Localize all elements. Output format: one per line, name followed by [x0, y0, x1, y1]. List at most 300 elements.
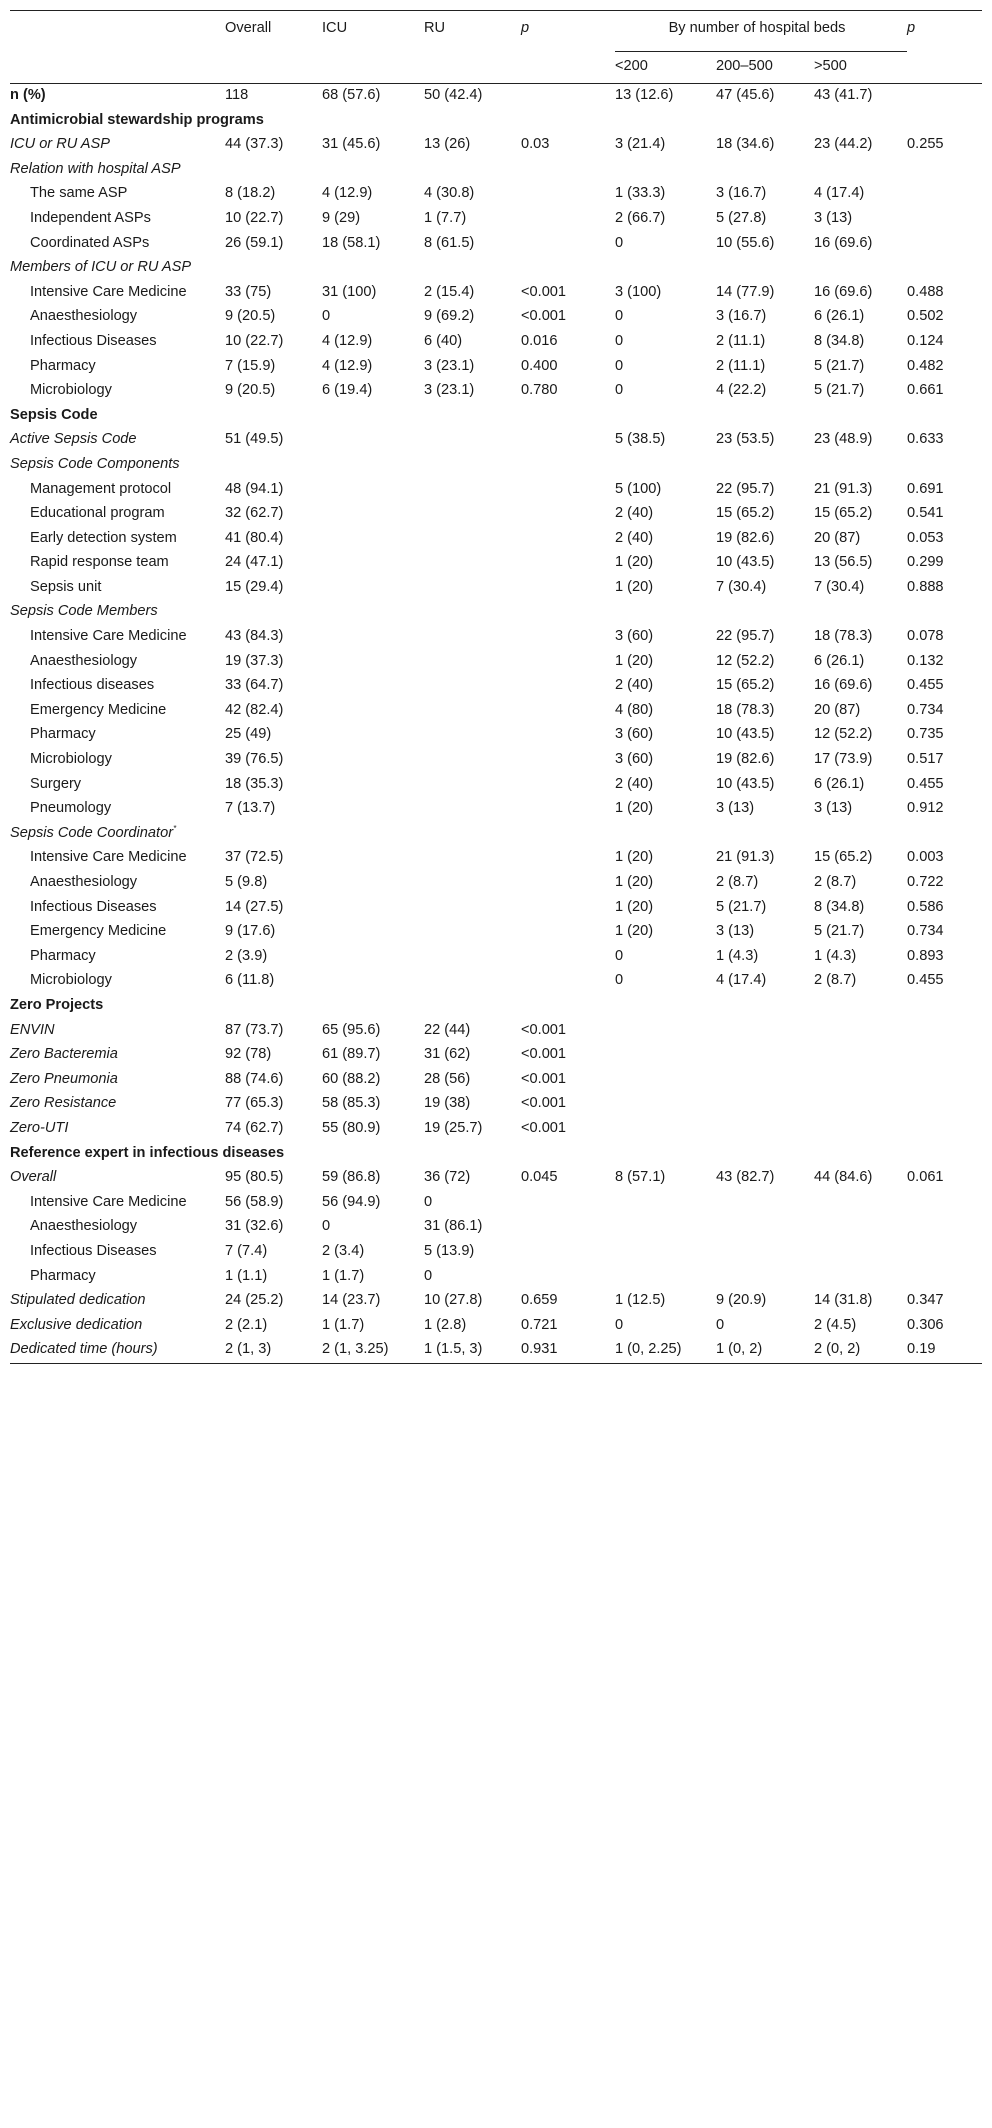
cell-col-8 — [907, 1265, 982, 1290]
table-row — [10, 1117, 982, 1142]
row-label — [10, 158, 982, 183]
row-label — [10, 330, 225, 355]
table-container — [10, 10, 982, 1364]
cell-col-6 — [716, 1019, 814, 1044]
cell-col-3: 4 (30.8) — [424, 185, 475, 202]
cell-col-4 — [521, 945, 615, 970]
cell-col-8: 0.661 — [907, 382, 944, 399]
cell-col-6 — [716, 1117, 814, 1142]
cell-col-5: 5 (38.5) — [615, 431, 666, 448]
cell-col-3: 19 (38) — [424, 1095, 471, 1112]
cell-col-1: 5 (9.8) — [225, 874, 268, 890]
row-label-text: Anaesthesiology — [30, 1218, 138, 1235]
cell-col-5: 3 (60) — [615, 628, 654, 645]
cell-col-4 — [521, 625, 615, 650]
row-label — [10, 748, 225, 773]
cell-col-3: 1 (2.8) — [424, 1316, 467, 1333]
table-row — [10, 379, 982, 404]
cell-col-1: 10 (22.7) — [225, 209, 284, 226]
cell-col-8 — [907, 1240, 982, 1265]
row-label — [10, 969, 225, 994]
cell-col-4 — [521, 551, 615, 576]
cell-col-4: <0.001 — [521, 1095, 567, 1112]
cell-col-8 — [907, 1117, 982, 1142]
cell-col-1: 37 (72.5) — [225, 849, 284, 866]
row-label-text: Microbiology — [30, 972, 112, 989]
header-beds-group: By number of hospital beds — [615, 11, 907, 52]
row-label-text: Zero-UTI — [10, 1119, 69, 1136]
cell-col-7: 6 (26.1) — [814, 775, 865, 792]
row-label — [10, 699, 225, 724]
cell-col-4: <0.001 — [521, 1046, 567, 1063]
row-label-text: n (%) — [10, 87, 46, 103]
cell-col-3: 10 (27.8) — [424, 1292, 483, 1309]
cell-col-6 — [716, 1191, 814, 1216]
header-beds-200-500: 200–500 — [716, 52, 814, 84]
cell-col-1: 10 (22.7) — [225, 332, 284, 349]
table-row — [10, 920, 982, 945]
row-label-text: Pharmacy — [30, 1267, 96, 1284]
row-label-text: Management protocol — [30, 480, 172, 497]
cell-col-6: 47 (45.6) — [716, 87, 775, 103]
cell-col-6: 3 (13) — [716, 800, 755, 817]
row-label — [10, 1191, 225, 1216]
row-label — [10, 256, 982, 281]
cell-col-6: 43 (82.7) — [716, 1169, 775, 1186]
cell-col-3 — [424, 748, 521, 773]
cell-col-8 — [907, 1215, 982, 1240]
cell-col-1: 6 (11.8) — [225, 972, 275, 989]
cell-col-2 — [322, 896, 424, 921]
row-label-text: Zero Bacteremia — [10, 1046, 118, 1063]
cell-col-5: 1 (12.5) — [615, 1292, 666, 1309]
cell-col-6: 10 (55.6) — [716, 234, 775, 251]
cell-col-1: 9 (20.5) — [225, 308, 276, 325]
cell-col-3 — [424, 428, 521, 453]
cell-col-2 — [322, 650, 424, 675]
cell-col-1: 32 (62.7) — [225, 505, 284, 522]
cell-col-2: 4 (12.9) — [322, 185, 373, 202]
cell-col-5: 1 (33.3) — [615, 185, 666, 202]
table-row — [10, 625, 982, 650]
cell-col-2 — [322, 846, 424, 871]
cell-col-2 — [322, 797, 424, 822]
cell-col-6: 21 (91.3) — [716, 849, 775, 866]
table-row — [10, 969, 982, 994]
cell-col-3: 36 (72) — [424, 1169, 471, 1186]
table-row — [10, 650, 982, 675]
cell-col-6: 5 (21.7) — [716, 898, 767, 915]
cell-col-3: 28 (56) — [424, 1070, 471, 1087]
cell-col-5: 0 — [615, 234, 624, 251]
cell-col-5: 3 (21.4) — [615, 136, 666, 153]
row-label-text: Sepsis Code — [10, 406, 98, 423]
cell-col-7: 8 (34.8) — [814, 332, 865, 349]
cell-col-2 — [322, 625, 424, 650]
cell-col-2: 55 (80.9) — [322, 1119, 381, 1136]
cell-col-8: 0.455 — [907, 775, 944, 792]
cell-col-6: 19 (82.6) — [716, 751, 775, 768]
cell-col-4 — [521, 232, 615, 257]
row-label — [10, 478, 225, 503]
cell-col-5: 1 (20) — [615, 554, 654, 571]
cell-col-2 — [322, 674, 424, 699]
cell-col-4 — [521, 576, 615, 601]
row-label — [10, 527, 225, 552]
cell-col-8: 0.541 — [907, 505, 944, 522]
row-label-text: Sepsis Code Members — [10, 603, 158, 620]
cell-col-3: 5 (13.9) — [424, 1242, 475, 1259]
table-row — [10, 1314, 982, 1339]
header-overall: Overall — [225, 11, 322, 84]
cell-col-2 — [322, 699, 424, 724]
cell-col-6 — [716, 1240, 814, 1265]
cell-col-3: 22 (44) — [424, 1021, 471, 1038]
row-label — [10, 846, 225, 871]
row-label-text: Intensive Care Medicine — [30, 849, 187, 866]
cell-col-6: 12 (52.2) — [716, 652, 775, 669]
cell-col-4 — [521, 502, 615, 527]
header-p: p — [521, 11, 615, 84]
cell-col-4 — [521, 969, 615, 994]
cell-col-4: 0.016 — [521, 332, 558, 349]
cell-col-4 — [521, 428, 615, 453]
cell-col-3: 3 (23.1) — [424, 382, 475, 399]
row-label-text: Overall — [10, 1169, 57, 1186]
row-label-text: Reference expert in infectious diseases — [10, 1144, 285, 1161]
table-row — [10, 1338, 982, 1363]
cell-col-2: 14 (23.7) — [322, 1292, 381, 1309]
cell-col-2: 60 (88.2) — [322, 1070, 381, 1087]
row-label-text: Intensive Care Medicine — [30, 1193, 187, 1210]
cell-col-4: 0.780 — [521, 382, 558, 399]
table-row — [10, 723, 982, 748]
cell-col-7: 3 (13) — [814, 800, 853, 817]
cell-col-4 — [521, 84, 615, 109]
cell-col-7: 13 (56.5) — [814, 554, 873, 571]
cell-col-8 — [907, 232, 982, 257]
row-label — [10, 576, 225, 601]
table-row — [10, 1166, 982, 1191]
cell-col-4: <0.001 — [521, 1021, 567, 1038]
cell-col-2 — [322, 920, 424, 945]
cell-col-7: 5 (21.7) — [814, 357, 865, 374]
row-label — [10, 1019, 225, 1044]
cell-col-2 — [322, 773, 424, 798]
cell-col-4: 0.721 — [521, 1316, 558, 1333]
cell-col-6: 0 — [716, 1316, 725, 1333]
table-row — [10, 1240, 982, 1265]
cell-col-6: 7 (30.4) — [716, 578, 767, 595]
row-label-text: Surgery — [30, 775, 82, 792]
cell-col-4 — [521, 674, 615, 699]
row-label — [10, 355, 225, 380]
table-row — [10, 207, 982, 232]
results-table — [10, 10, 982, 1364]
row-label — [10, 920, 225, 945]
cell-col-7: 15 (65.2) — [814, 505, 873, 522]
table-row — [10, 182, 982, 207]
table-row — [10, 281, 982, 306]
cell-col-2 — [322, 723, 424, 748]
row-label — [10, 896, 225, 921]
row-label-text: Anaesthesiology — [30, 652, 138, 669]
table-row — [10, 674, 982, 699]
cell-col-1: 87 (73.7) — [225, 1021, 284, 1038]
cell-col-8: 0.517 — [907, 751, 944, 768]
subsection-row — [10, 822, 982, 847]
cell-col-6: 22 (95.7) — [716, 480, 775, 497]
cell-col-2: 2 (3.4) — [322, 1242, 365, 1259]
cell-col-6: 19 (82.6) — [716, 529, 775, 546]
row-label — [10, 871, 225, 896]
cell-col-8 — [907, 1068, 982, 1093]
cell-col-3 — [424, 945, 521, 970]
row-label-text: Infectious diseases — [30, 677, 155, 694]
cell-col-7: 16 (69.6) — [814, 234, 873, 251]
row-label — [10, 207, 225, 232]
cell-col-6: 2 (11.1) — [716, 357, 766, 374]
cell-col-1: 7 (13.7) — [225, 800, 276, 817]
table-row — [10, 133, 982, 158]
cell-col-4 — [521, 699, 615, 724]
cell-col-2: 2 (1, 3.25) — [322, 1338, 424, 1363]
cell-col-1: 9 (20.5) — [225, 382, 276, 399]
row-label-text: Pharmacy — [30, 357, 96, 374]
row-label — [10, 674, 225, 699]
row-label-text: Sepsis Code Components — [10, 455, 180, 472]
row-label — [10, 723, 225, 748]
row-label-text: Early detection system — [30, 529, 177, 546]
cell-col-7: 5 (21.7) — [814, 923, 865, 940]
cell-col-8: 0.735 — [907, 726, 944, 743]
cell-col-4: <0.001 — [521, 1070, 567, 1087]
cell-col-7: 2 (4.5) — [814, 1316, 857, 1333]
cell-col-6: 3 (13) — [716, 923, 755, 940]
cell-col-1: 44 (37.3) — [225, 136, 284, 153]
table-row — [10, 330, 982, 355]
cell-col-4 — [521, 182, 615, 207]
cell-col-7: 16 (69.6) — [814, 677, 873, 694]
cell-col-6: 10 (43.5) — [716, 775, 775, 792]
cell-col-7: 3 (13) — [814, 209, 853, 226]
row-label-text: Intensive Care Medicine — [30, 283, 187, 300]
cell-col-2 — [322, 502, 424, 527]
cell-col-8: 0.482 — [907, 357, 944, 374]
table-row — [10, 1265, 982, 1290]
cell-col-2 — [322, 748, 424, 773]
row-label — [10, 1240, 225, 1265]
cell-col-2: 59 (86.8) — [322, 1169, 381, 1186]
row-label — [10, 1117, 225, 1142]
cell-col-5: 4 (80) — [615, 701, 654, 718]
table-row — [10, 84, 982, 109]
row-label — [10, 133, 225, 158]
cell-col-4 — [521, 797, 615, 822]
row-label-text: Zero Pneumonia — [10, 1070, 118, 1087]
cell-col-8 — [907, 182, 982, 207]
footnote-marker: * — [173, 823, 177, 833]
cell-col-7 — [814, 1068, 907, 1093]
row-label — [10, 182, 225, 207]
cell-col-3 — [424, 527, 521, 552]
subsection-row — [10, 158, 982, 183]
cell-col-1: 88 (74.6) — [225, 1070, 284, 1087]
cell-col-5: 1 (20) — [615, 898, 654, 915]
row-label — [10, 1314, 225, 1339]
row-label-text: Coordinated ASPs — [30, 234, 150, 251]
cell-col-1: 43 (84.3) — [225, 628, 284, 645]
cell-col-1: 14 (27.5) — [225, 898, 284, 915]
cell-col-3: 1 (7.7) — [424, 209, 467, 226]
row-label-text: Emergency Medicine — [30, 701, 167, 718]
cell-col-8: 0.306 — [907, 1316, 944, 1333]
cell-col-7: 17 (73.9) — [814, 751, 873, 768]
cell-col-7 — [814, 1117, 907, 1142]
row-label-text: Microbiology — [30, 751, 112, 768]
cell-col-8: 0.893 — [907, 947, 944, 964]
cell-col-8: 0.124 — [907, 332, 944, 349]
cell-col-7: 4 (17.4) — [814, 185, 865, 202]
cell-col-2: 18 (58.1) — [322, 234, 381, 251]
cell-col-1: 95 (80.5) — [225, 1169, 284, 1186]
row-label-text: Relation with hospital ASP — [10, 160, 181, 177]
cell-col-3: 50 (42.4) — [424, 87, 483, 103]
cell-col-3 — [424, 896, 521, 921]
cell-col-1: 51 (49.5) — [225, 431, 284, 448]
cell-col-6: 22 (95.7) — [716, 628, 775, 645]
cell-col-4 — [521, 920, 615, 945]
cell-col-4 — [521, 748, 615, 773]
cell-col-7: 14 (31.8) — [814, 1292, 873, 1309]
row-label — [10, 822, 982, 847]
cell-col-2: 68 (57.6) — [322, 87, 381, 103]
cell-col-1: 25 (49) — [225, 726, 272, 743]
cell-col-4 — [521, 1191, 615, 1216]
cell-col-7: 2 (8.7) — [814, 972, 857, 989]
cell-col-3 — [424, 551, 521, 576]
table-row — [10, 1215, 982, 1240]
cell-col-3 — [424, 871, 521, 896]
table-row — [10, 355, 982, 380]
row-label — [10, 1338, 225, 1363]
cell-col-2 — [322, 527, 424, 552]
table-row — [10, 896, 982, 921]
cell-col-1: 118 — [225, 87, 249, 103]
cell-col-6: 10 (43.5) — [716, 554, 775, 571]
cell-col-8: 0.488 — [907, 283, 944, 300]
cell-col-5: 2 (40) — [615, 505, 654, 522]
cell-col-7: 21 (91.3) — [814, 480, 873, 497]
cell-col-2 — [322, 969, 424, 994]
cell-col-5 — [615, 1240, 716, 1265]
cell-col-7: 44 (84.6) — [814, 1169, 873, 1186]
table-row — [10, 1068, 982, 1093]
row-label-text: Intensive Care Medicine — [30, 628, 187, 645]
cell-col-2 — [322, 871, 424, 896]
cell-col-6: 9 (20.9) — [716, 1292, 767, 1309]
row-label-text: Pneumology — [30, 800, 112, 817]
cell-col-2 — [322, 428, 424, 453]
cell-col-3 — [424, 773, 521, 798]
cell-col-4: 0.931 — [521, 1338, 615, 1363]
table-row — [10, 1043, 982, 1068]
section-header-row — [10, 994, 982, 1019]
cell-col-5: 0 — [615, 947, 624, 964]
cell-col-2: 1 (1.7) — [322, 1316, 365, 1333]
cell-col-2 — [322, 576, 424, 601]
cell-col-1: 33 (64.7) — [225, 677, 284, 694]
row-label — [10, 650, 225, 675]
cell-col-4: <0.001 — [521, 283, 567, 300]
cell-col-2: 4 (12.9) — [322, 357, 373, 374]
cell-col-7: 2 (0, 2) — [814, 1338, 907, 1363]
cell-col-5: 1 (20) — [615, 578, 654, 595]
header-blank — [10, 11, 225, 84]
cell-col-5: 2 (40) — [615, 677, 654, 694]
cell-col-7: 20 (87) — [814, 529, 861, 546]
row-label — [10, 945, 225, 970]
cell-col-7: 6 (26.1) — [814, 652, 865, 669]
cell-col-5: 1 (0, 2.25) — [615, 1338, 716, 1363]
cell-col-5: 1 (20) — [615, 800, 654, 817]
cell-col-4: <0.001 — [521, 308, 567, 325]
cell-col-3 — [424, 846, 521, 871]
row-label — [10, 232, 225, 257]
cell-col-5: 3 (100) — [615, 283, 662, 300]
row-label-text: Zero Resistance — [10, 1095, 117, 1112]
cell-col-4 — [521, 1240, 615, 1265]
row-label — [10, 109, 982, 134]
row-label — [10, 994, 982, 1019]
table-row — [10, 1019, 982, 1044]
cell-col-3 — [424, 797, 521, 822]
cell-col-4: 0.659 — [521, 1292, 558, 1309]
cell-col-1: 48 (94.1) — [225, 480, 284, 497]
cell-col-7: 5 (21.7) — [814, 382, 865, 399]
cell-col-7: 2 (8.7) — [814, 874, 857, 890]
cell-col-3 — [424, 920, 521, 945]
cell-col-8: 0.455 — [907, 972, 944, 989]
table-row — [10, 699, 982, 724]
section-header-row — [10, 404, 982, 429]
row-label-text: Active Sepsis Code — [10, 431, 137, 448]
cell-col-6: 23 (53.5) — [716, 431, 775, 448]
cell-col-5: 3 (60) — [615, 726, 654, 743]
section-header-row — [10, 109, 982, 134]
cell-col-4 — [521, 896, 615, 921]
cell-col-8: 0.912 — [907, 800, 944, 817]
cell-col-7: 6 (26.1) — [814, 308, 865, 325]
subsection-row — [10, 600, 982, 625]
row-label-text: Stipulated dedication — [10, 1292, 146, 1309]
cell-col-8: 0.132 — [907, 652, 944, 669]
cell-col-4 — [521, 478, 615, 503]
cell-col-7 — [814, 1019, 907, 1044]
cell-col-6: 18 (34.6) — [716, 136, 775, 153]
header-p-beds: p — [907, 11, 982, 84]
cell-col-8: 0.053 — [907, 529, 944, 546]
cell-col-2: 31 (45.6) — [322, 136, 381, 153]
cell-col-5 — [615, 1265, 716, 1290]
cell-col-6 — [716, 1068, 814, 1093]
cell-col-6: 15 (65.2) — [716, 505, 775, 522]
cell-col-3: 9 (69.2) — [424, 308, 475, 325]
cell-col-5: 0 — [615, 382, 624, 399]
cell-col-6 — [716, 1092, 814, 1117]
cell-col-7 — [814, 1191, 907, 1216]
cell-col-5: 0 — [615, 357, 624, 374]
